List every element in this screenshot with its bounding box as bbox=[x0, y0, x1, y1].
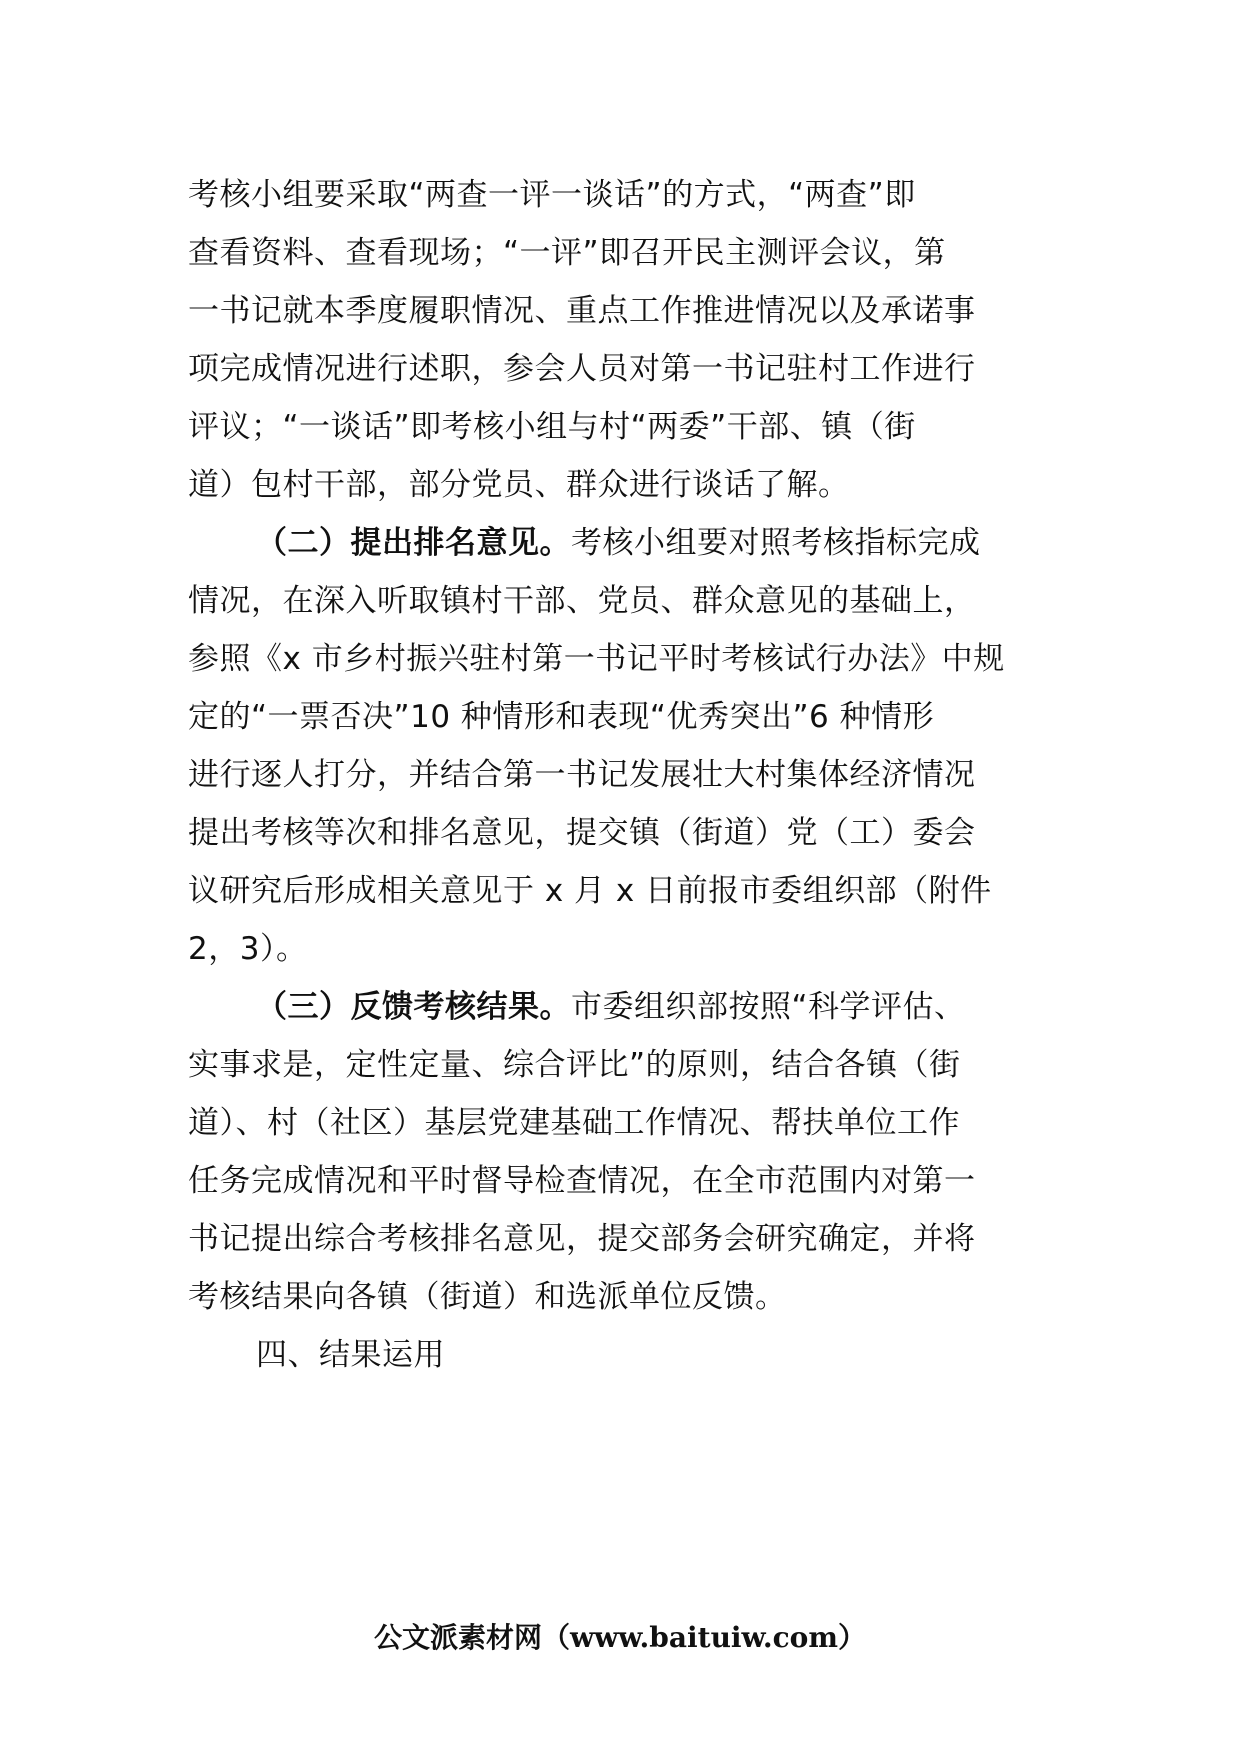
body-line-6: 道）包村干部，部分党员、群众进行谈话了解。 bbox=[188, 467, 850, 503]
body-line-12: 提出考核等次和排名意见，提交镇（街道）党（工）委会 bbox=[188, 815, 976, 851]
body-line-11: 进行逐人打分，并结合第一书记发展壮大村集体经济情况 bbox=[188, 757, 976, 793]
body-line-18: 任务完成情况和平时督导检查情况，在全市范围内对第一 bbox=[188, 1163, 976, 1199]
body-line-8: 情况，在深入听取镇村干部、党员、群众意见的基础上， bbox=[188, 583, 976, 619]
body-line-17: 道）、村（社区）基层党建基础工作情况、帮扶单位工作 bbox=[188, 1105, 960, 1141]
footer-watermark: 公文派素材网（www.baituiw.com） bbox=[374, 1621, 866, 1654]
section-2-first-line bbox=[256, 523, 981, 563]
section-4-heading: 四、结果运用 bbox=[256, 1337, 445, 1373]
body-line-14: 2，3）。 bbox=[188, 931, 308, 967]
body-line-16: 实事求是，定性定量、综合评比”的原则，结合各镇（街 bbox=[188, 1047, 961, 1083]
body-line-5: 评议；“一谈话”即考核小组与村“两委”干部、镇（街 bbox=[188, 409, 916, 445]
body-line-9: 参照《x 市乡村振兴驻村第一书记平时考核试行办法》中规 bbox=[188, 641, 1005, 677]
body-line-13: 议研究后形成相关意见于 x 月 x 日前报市委组织部（附件 bbox=[188, 873, 992, 909]
section-3-heading: （三）反馈考核结果。 bbox=[256, 989, 571, 1025]
body-line-3: 一书记就本季度履职情况、重点工作推进情况以及承诺事 bbox=[188, 293, 976, 329]
body-line-20: 考核结果向各镇（街道）和选派单位反馈。 bbox=[188, 1279, 787, 1315]
body-line-1: 考核小组要采取“两查一评一谈话”的方式，“两查”即 bbox=[188, 177, 916, 213]
section-3-text: 市委组织部按照“科学评估、 bbox=[571, 989, 966, 1025]
body-line-10: 定的“一票否决”10 种情形和表现“优秀突出”6 种情形 bbox=[188, 699, 935, 735]
section-2-heading: （二）提出排名意见。 bbox=[256, 525, 571, 561]
body-line-19: 书记提出综合考核排名意见，提交部务会研究确定，并将 bbox=[188, 1221, 976, 1257]
body-line-4: 项完成情况进行述职，参会人员对第一书记驻村工作进行 bbox=[188, 351, 976, 387]
body-line-2: 查看资料、查看现场；“一评”即召开民主测评会议，第 bbox=[188, 235, 946, 271]
section-2-text: 考核小组要对照考核指标完成 bbox=[571, 525, 981, 561]
section-3-first-line bbox=[256, 987, 966, 1027]
